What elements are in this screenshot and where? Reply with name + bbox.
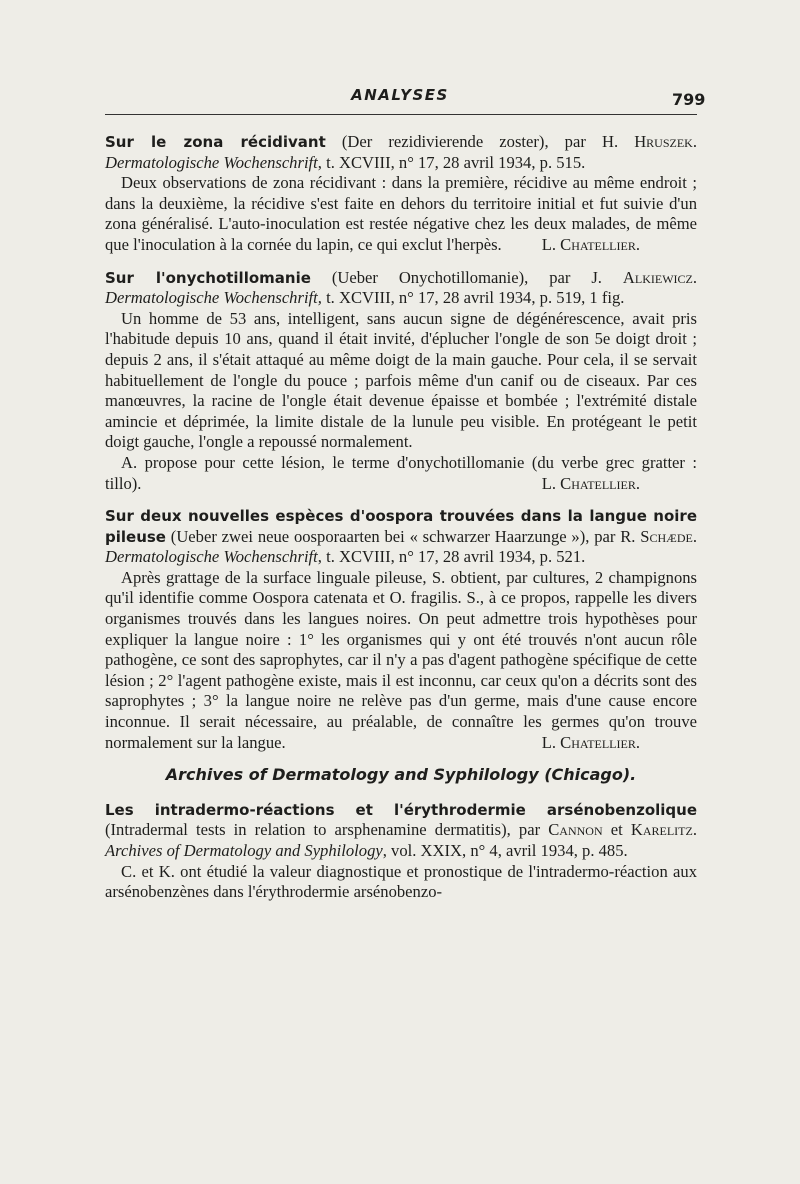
article-reference: (Intradermal tests in relation to arsphenamine dermatitis), par	[105, 820, 549, 840]
article-citation: , t. XCVIII, n° 17, 28 avril 1934, p. 521.	[317, 547, 586, 567]
article-paragraph	[105, 173, 697, 255]
paragraph-text: Après grattage de la surface linguale pileuse, S. obtient, par cultures, 2 champignons qu'il identifie comme Oospora catenata et O. fragilis. S., à ce propos, rappelle les divers organismes trouvés dans les langues noires. On peut admettre trois hypothèses pour expliquer la langue noire : 1° les organismes qui y ont été trouvés n'ont aucun rôle pathogène, ce sont des saprophytes, car il n'y a pas d'agent pathogène spécifique de cette lésion ; 2° l'agent pathogène existe, mais il est inconnu, car ceux qu'on a décrits sont des saprophytes ; 3° la langue noire ne relève pas d'un germe, mais d'une cause encore inconnue. Il serait nécessaire, au préalable, de connaître les germes qu'on trouve normalement sur la langue.	[105, 567, 697, 752]
article-citation: , t. XCVIII, n° 17, 28 avril 1934, p. 515.	[317, 152, 586, 172]
paragraph-text: Deux observations de zona récidivant : dans la première, récidive au même endroit ; dans la deuxième, la récidive s'est faite en dehors du territoire initial et fut suivie d'un zona généralisé. L'auto-inoculation est restée négative chez les deux malades, de même que l'inoculation à la cornée du lapin, ce qui exclut l'herpès.	[105, 173, 697, 254]
article-paragraph: Un homme de 53 ans, intelligent, sans aucun signe de dégénérescence, avait pris l'habitude depuis 10 ans, quand il était invité, d'éplucher l'ongle de son 5e doigt droit ; depuis 2 ans, il s'était attaqué au même doigt de la main gauche. Pour cela, il se servait habituellement de l'ongle du pouce ; parfois même d'un canif ou de ciseaux. Par ces manœuvres, la racine de l'ongle était devenue épaisse et bombée ; l'extrémité distale amincie et déprimée, la limite distale de la lunule peu visible. En protégeant le petit doigt gauche, l'ongle a repoussé normalement.	[105, 308, 697, 452]
article-paragraph: C. et K. ont étudié la valeur diagnostique et pronostique de l'intradermo-réaction aux arsénobenzènes dans l'érythrodermie arsénobenzo-	[105, 861, 697, 902]
article-paragraph	[105, 453, 697, 494]
journal-name: Dermatologische Wochenschrift,	[105, 288, 322, 308]
article-heading	[105, 506, 697, 568]
article-citation: , vol. XXIX, n° 4, avril 1934, p. 485.	[382, 841, 628, 860]
journal-name: Dermatologische Wochenschrift	[105, 547, 318, 567]
article-heading	[105, 800, 697, 862]
article-zona	[105, 132, 697, 256]
article-intradermo	[105, 800, 697, 903]
journal-name: Archives of Dermatology and Syphilology	[105, 841, 383, 860]
article-author: Karelitz	[630, 820, 693, 840]
running-head: ANALYSES	[351, 86, 449, 104]
article-title: Sur le zona récidivant	[105, 133, 326, 151]
article-signature: L. Chatellier.	[541, 473, 640, 493]
article-heading	[105, 132, 697, 173]
article-signature: L. Chatellier.	[541, 234, 640, 254]
page-number: 799	[672, 90, 706, 109]
article-signature: L. Chatellier.	[541, 732, 640, 752]
journal-section-heading: Archives of Dermatology and Syphilology (Chicago).	[165, 765, 637, 785]
article-paragraph	[105, 568, 697, 753]
article-onychotillomanie	[105, 268, 697, 495]
article-heading	[105, 268, 697, 309]
article-author: Hruszek	[634, 132, 693, 151]
header-rule	[105, 114, 697, 115]
article-oospora	[105, 506, 697, 753]
article-author: Schæde	[640, 526, 693, 546]
article-reference-sep: .	[692, 132, 697, 151]
article-reference-sep: .	[692, 820, 697, 840]
article-reference-sep: .	[692, 267, 698, 287]
article-reference: (Ueber Onychotillomanie), par J.	[310, 267, 623, 287]
journal-name: Dermatologische Wochenschrift	[105, 152, 318, 172]
page-content	[105, 132, 697, 915]
article-title: Sur l'onychotillomanie	[105, 268, 311, 287]
article-reference: (Ueber zwei neue oosporaarten bei « schwarzer Haarzunge »), par R.	[165, 526, 641, 546]
article-reference-sep: .	[692, 526, 697, 546]
article-title: Les intradermo-réactions et l'érythrodermie arsénobenzolique	[105, 800, 697, 819]
article-author: Cannon	[548, 820, 603, 840]
paragraph-text: A. propose pour cette lésion, le terme d'onychotillomanie (du verbe grec gratter : tillo).	[105, 452, 697, 493]
article-reference-sep: et	[602, 820, 631, 840]
article-title: Sur deux nouvelles espèces d'oospora trouvées dans la langue noire pileuse	[105, 507, 697, 546]
article-author: Alkiewicz	[622, 267, 693, 287]
article-citation: t. XCVIII, n° 17, 28 avril 1934, p. 519, 1 fig.	[321, 288, 625, 308]
article-reference: (Der rezidivierende zoster), par H.	[325, 132, 635, 151]
